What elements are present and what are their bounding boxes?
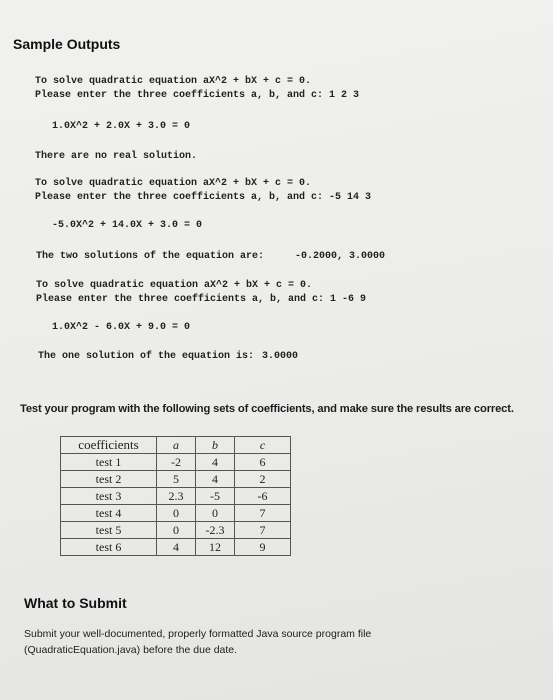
what-to-submit-heading: What to Submit — [24, 595, 127, 611]
table-cell: test 5 — [61, 522, 157, 539]
submit-line1: Submit your well-documented, properly formatted Java source program file — [24, 628, 372, 640]
table-cell: 7 — [235, 505, 291, 522]
table-row — [61, 471, 291, 488]
table-cell: 4 — [196, 471, 235, 488]
table-cell: 7 — [235, 522, 291, 539]
table-row — [61, 539, 291, 556]
run2-prompt-line2: Please enter the three coefficients a, b, and c: -5 14 3 — [35, 192, 372, 203]
run1-prompt-line2: Please enter the three coefficients a, b, and c: 1 2 3 — [35, 90, 360, 101]
table-header-cell: a — [157, 437, 196, 454]
table-header-cell: b — [196, 437, 235, 454]
run2-result-value: -0.2000, 3.0000 — [295, 251, 386, 262]
table-cell: test 6 — [61, 539, 157, 556]
table-row — [61, 522, 291, 539]
table-cell: 12 — [196, 539, 235, 556]
table-cell: test 3 — [61, 488, 157, 505]
table-cell: 0 — [157, 505, 196, 522]
table-cell: -2 — [157, 454, 196, 471]
table-cell: test 2 — [61, 471, 157, 488]
coefficients-table — [60, 436, 291, 556]
run1-prompt-line1: To solve quadratic equation aX^2 + bX + c = 0. — [35, 76, 312, 87]
run2-equation: -5.0X^2 + 14.0X + 3.0 = 0 — [52, 220, 203, 231]
table-cell: test 1 — [61, 454, 157, 471]
run3-result-label: The one solution of the equation is: — [38, 351, 255, 362]
submit-line2: (QuadraticEquation.java) before the due date. — [24, 644, 238, 656]
run1-result: There are no real solution. — [35, 151, 198, 162]
table-cell: 2.3 — [157, 488, 196, 505]
table-cell: -2.3 — [196, 522, 235, 539]
table-cell: 9 — [235, 539, 291, 556]
table-row — [61, 505, 291, 522]
table-row — [61, 488, 291, 505]
sample-outputs-heading: Sample Outputs — [13, 36, 121, 52]
table-header-cell: c — [235, 437, 291, 454]
table-cell: 5 — [157, 471, 196, 488]
test-instruction: Test your program with the following sets of coefficients, and make sure the results are correct. — [20, 403, 514, 415]
run3-result-value: 3.0000 — [262, 351, 299, 362]
table-cell: 6 — [235, 454, 291, 471]
run2-result-label: The two solutions of the equation are: — [36, 251, 265, 262]
table-cell: -6 — [235, 488, 291, 505]
run3-prompt-line1: To solve quadratic equation aX^2 + bX + c = 0. — [36, 280, 313, 291]
run3-equation: 1.0X^2 - 6.0X + 9.0 = 0 — [52, 322, 191, 333]
table-cell: -5 — [196, 488, 235, 505]
run2-prompt-line1: To solve quadratic equation aX^2 + bX + c = 0. — [35, 178, 312, 189]
table-header-cell: coefficients — [61, 437, 157, 454]
table-cell: 0 — [157, 522, 196, 539]
run1-equation: 1.0X^2 + 2.0X + 3.0 = 0 — [52, 121, 191, 132]
table-cell: 2 — [235, 471, 291, 488]
table-header-row — [61, 437, 291, 454]
table-cell: 4 — [196, 454, 235, 471]
table-cell: test 4 — [61, 505, 157, 522]
table-row — [61, 454, 291, 471]
run3-prompt-line2: Please enter the three coefficients a, b, and c: 1 -6 9 — [36, 294, 367, 305]
table-cell: 0 — [196, 505, 235, 522]
table-cell: 4 — [157, 539, 196, 556]
